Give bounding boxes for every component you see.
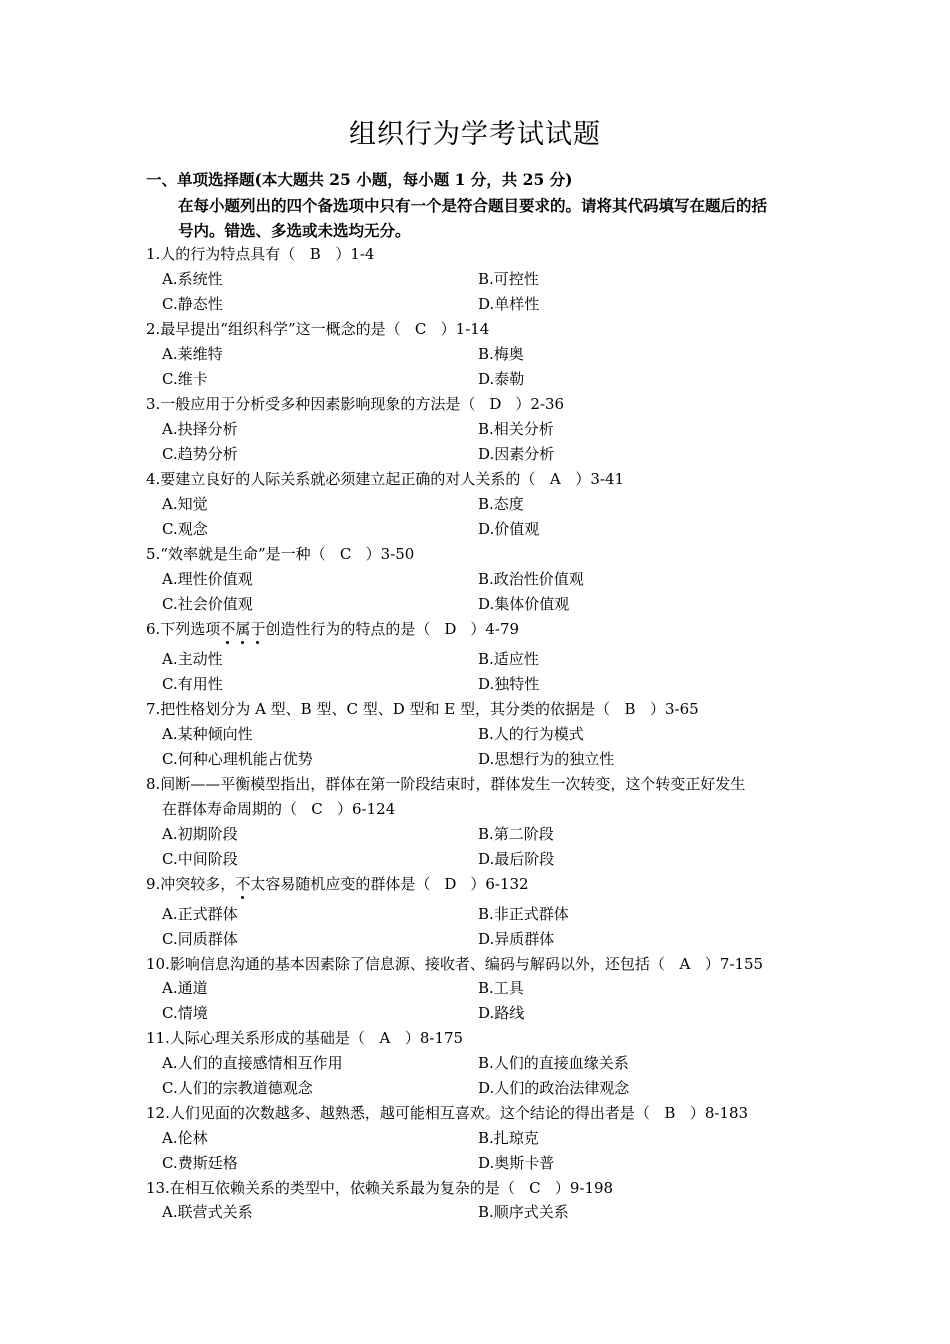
- page-title: 组织行为学考试试题: [349, 119, 601, 150]
- option-c: C.静态性: [162, 295, 223, 313]
- question-stem: 12.人们见面的次数越多、越熟悉，越可能相互喜欢。这个结论的得出者是（: [146, 1104, 650, 1122]
- instruction-line-1: 在每小题列出的四个备选项中只有一个是符合题目要求的。请将其代码填写在题后的括: [178, 196, 768, 215]
- question-ref: ）8-175: [404, 1029, 464, 1047]
- emphasis-char: 属: [235, 620, 251, 638]
- option-b: B.顺序式关系: [478, 1203, 569, 1221]
- answer: D: [444, 875, 457, 893]
- instruction-line-2: 号内。错选、多选或未选均无分。: [178, 221, 411, 240]
- answer: C: [529, 1179, 541, 1197]
- option-a: A.联营式关系: [162, 1203, 253, 1221]
- question-ref: ）3-50: [365, 545, 415, 563]
- option-d: D.泰勒: [478, 370, 525, 388]
- answer: A: [549, 470, 561, 488]
- option-d: D.价值观: [478, 520, 540, 538]
- answer: C: [311, 800, 323, 818]
- question-1: [146, 243, 374, 264]
- question-stem: 5.“效率就是生命”是一种（: [146, 545, 326, 563]
- question-ref: ）4-79: [470, 620, 520, 638]
- question-9: [146, 873, 529, 894]
- answer: B: [624, 700, 636, 718]
- option-a: A.主动性: [162, 650, 223, 668]
- option-b: B.非正式群体: [478, 905, 569, 923]
- option-b: B.人们的直接血缘关系: [478, 1054, 629, 1072]
- answer: C: [339, 545, 352, 563]
- question-stem-post: 太容易随机应变的群体是（: [250, 875, 431, 893]
- option-a: A.伦林: [162, 1129, 208, 1147]
- option-b: B.适应性: [478, 650, 539, 668]
- question-10: [146, 953, 763, 974]
- option-a: A.知觉: [162, 495, 208, 513]
- section-instruction: [178, 193, 818, 243]
- question-ref: ）3-65: [650, 700, 699, 718]
- option-c: C.同质群体: [162, 930, 238, 948]
- option-a: A.初期阶段: [162, 825, 238, 843]
- option-b: B.政治性价值观: [478, 570, 584, 588]
- question-stem: 7.把性格划分为 A 型、B 型、C 型、D 型和 E 型，其分类的依据是（: [146, 700, 610, 718]
- question-8: 8.间断——平衡模型指出，群体在第一阶段结束时，群体发生一次转变，这个转变正好发生: [146, 775, 746, 793]
- option-c: C.观念: [162, 520, 208, 538]
- question-ref: ）6-132: [470, 875, 529, 893]
- option-c: C.中间阶段: [162, 850, 238, 868]
- option-b: B.第二阶段: [478, 825, 554, 843]
- emphasis-char: 不: [235, 875, 251, 893]
- question-stem: 3.一般应用于分析受多种因素影响现象的方法是（: [146, 395, 476, 413]
- option-b: B.可控性: [478, 270, 539, 288]
- answer: B: [664, 1104, 676, 1122]
- option-c: C.情境: [162, 1004, 208, 1022]
- option-d: D.路线: [478, 1004, 525, 1022]
- option-d: D.独特性: [478, 675, 540, 693]
- option-c: C.维卡: [162, 370, 208, 388]
- question-6: [146, 618, 519, 639]
- question-4: [146, 468, 624, 489]
- option-d: D.思想行为的独立性: [478, 750, 615, 768]
- option-c: C.费斯廷格: [162, 1154, 238, 1172]
- question-stem: 1.人的行为特点具有（: [146, 245, 296, 263]
- option-b: B.梅奥: [478, 345, 524, 363]
- option-a: A.人们的直接感情相互作用: [162, 1054, 343, 1072]
- emphasis-char: 不: [220, 620, 236, 638]
- question-ref: ）6-124: [337, 800, 396, 818]
- option-a: A.通道: [162, 979, 208, 997]
- emphasis-text: [220, 620, 265, 638]
- section-heading: 一、单项选择题(本大题共 25 小题，每小题 1 分，共 25 分): [146, 170, 573, 189]
- option-a: A.某种倾向性: [162, 725, 253, 743]
- question-ref: ）8-183: [689, 1104, 749, 1122]
- option-b: B.扎琼克: [478, 1129, 539, 1147]
- option-a: A.理性价值观: [162, 570, 253, 588]
- option-c: C.社会价值观: [162, 595, 253, 613]
- answer: A: [379, 1029, 391, 1047]
- question-stem-pre: 6.下列选项: [146, 620, 221, 638]
- question-ref: ）7-155: [704, 955, 764, 973]
- option-d: D.异质群体: [478, 930, 555, 948]
- option-a: A.抉择分析: [162, 420, 238, 438]
- question-stem-pre: 9.冲突较多，: [146, 875, 236, 893]
- option-d: D.人们的政治法律观念: [478, 1079, 630, 1097]
- question-stem: 4.要建立良好的人际关系就必须建立起正确的对人关系的（: [146, 470, 536, 488]
- question-ref: ）2-36: [515, 395, 565, 413]
- answer: A: [679, 955, 691, 973]
- option-d: D.最后阶段: [478, 850, 555, 868]
- option-c: C.何种心理机能占优势: [162, 750, 313, 768]
- question-stem: 在群体寿命周期的（: [162, 800, 298, 818]
- option-c: C.有用性: [162, 675, 223, 693]
- option-d: D.因素分析: [478, 445, 555, 463]
- emphasis-text: [235, 875, 250, 893]
- question-7: [146, 698, 699, 719]
- question-ref: ）1-14: [440, 320, 490, 338]
- option-b: B.人的行为模式: [478, 725, 584, 743]
- answer: C: [414, 320, 427, 338]
- option-d: D.奥斯卡普: [478, 1154, 555, 1172]
- answer: D: [489, 395, 502, 413]
- question-2: [146, 318, 489, 339]
- question-stem-post: 创造性行为的特点的是（: [265, 620, 431, 638]
- option-d: D.单样性: [478, 295, 540, 313]
- question-stem: 10.影响信息沟通的基本因素除了信息源、接收者、编码与解码以外，还包括（: [146, 955, 665, 973]
- option-b: B.态度: [478, 495, 524, 513]
- question-stem: 2.最早提出“组织科学”这一概念的是（: [146, 320, 401, 338]
- answer: D: [444, 620, 457, 638]
- question-13: [146, 1177, 613, 1198]
- option-a: A.系统性: [162, 270, 223, 288]
- question-11: [146, 1027, 463, 1048]
- question-5: [146, 543, 414, 564]
- option-a: A.莱维特: [162, 345, 223, 363]
- option-d: D.集体价值观: [478, 595, 570, 613]
- emphasis-char: 于: [250, 620, 266, 638]
- answer: B: [309, 245, 321, 263]
- question-12: [146, 1102, 748, 1123]
- question-ref: ）3-41: [575, 470, 625, 488]
- question-ref: ）9-198: [554, 1179, 614, 1197]
- option-b: B.相关分析: [478, 420, 554, 438]
- option-c: C.趋势分析: [162, 445, 238, 463]
- question-ref: ）1-4: [335, 245, 375, 263]
- option-a: A.正式群体: [162, 905, 238, 923]
- question-3: [146, 393, 564, 414]
- question-stem: 11.人际心理关系形成的基础是（: [146, 1029, 365, 1047]
- question-8-continued: [162, 798, 395, 819]
- option-c: C.人们的宗教道德观念: [162, 1079, 313, 1097]
- option-b: B.工具: [478, 979, 524, 997]
- question-stem: 13.在相互依赖关系的类型中，依赖关系最为复杂的是（: [146, 1179, 515, 1197]
